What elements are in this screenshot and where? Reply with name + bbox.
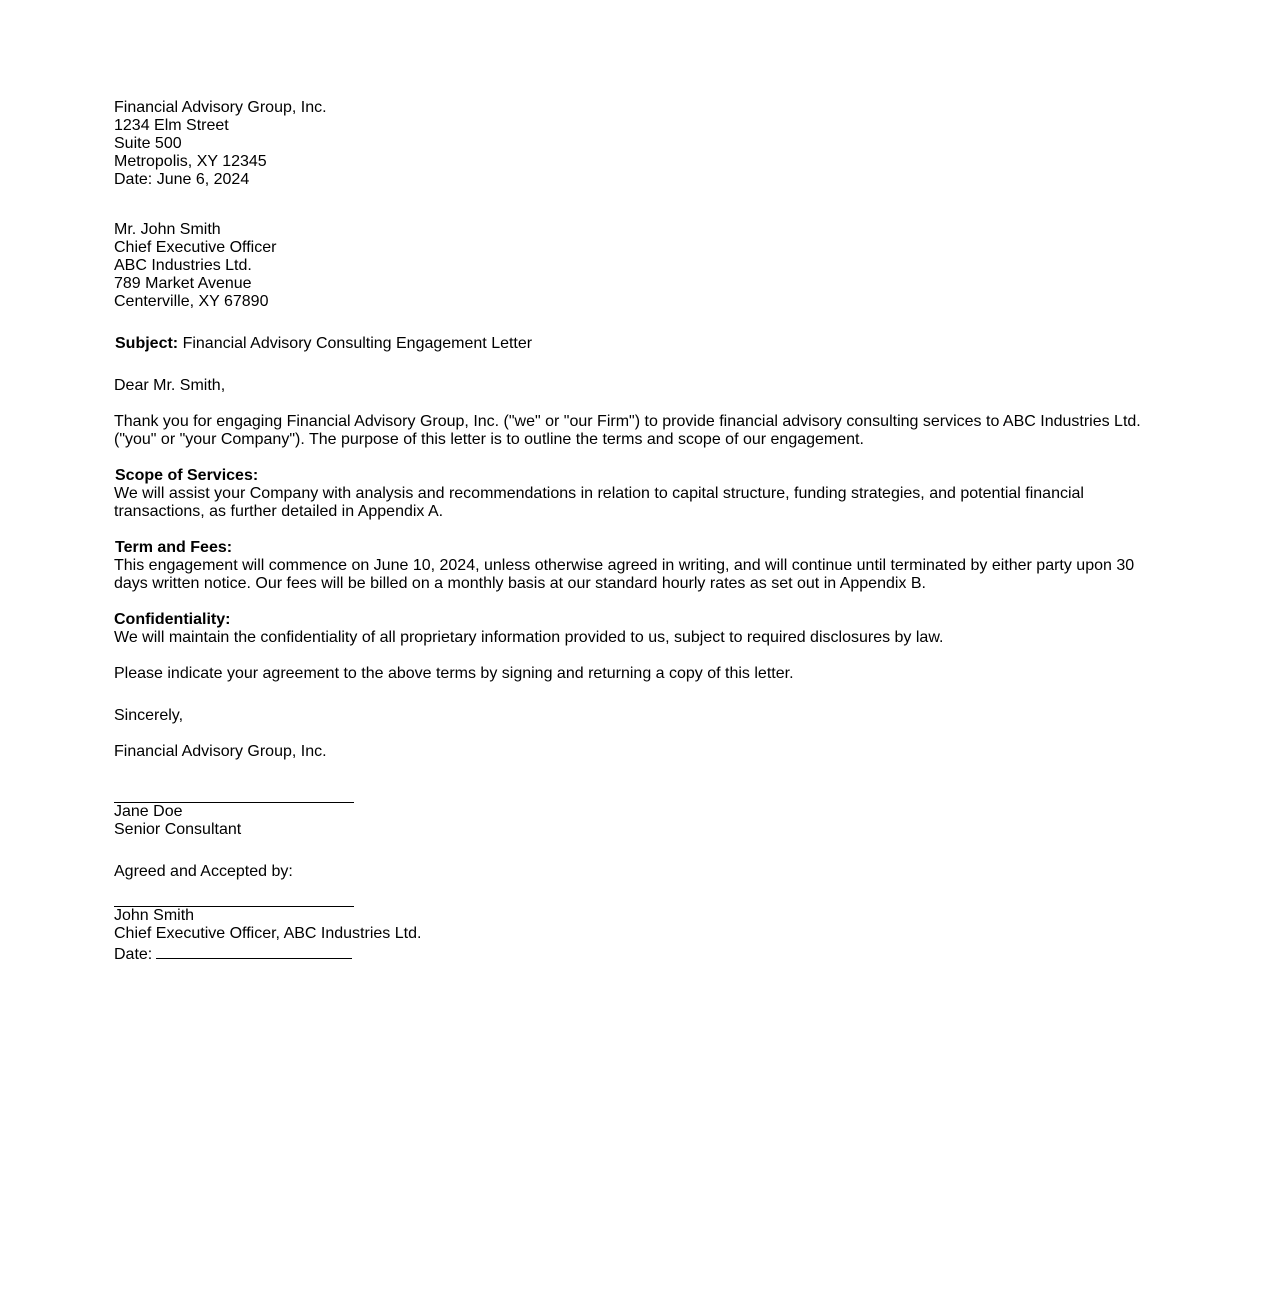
date-label: Date: [114,946,153,963]
intro-text: Thank you for engaging Financial Advisory Group, Inc. ("we" or "our Firm") to provide financial advisory consulting services to ABC Industries Ltd. ("you" or "your Company"). The purpose of this letter is to outline the terms and scope of our engagement. [114,413,1141,448]
recipient-street: 789 Market Avenue [114,275,252,292]
letter-date: Date: June 6, 2024 [114,171,250,188]
signer-company-text: Financial Advisory Group, Inc. [114,743,327,760]
subject-text: Financial Advisory Consulting Engagement Letter [178,335,533,352]
recipient-company: ABC Industries Ltd. [114,257,252,274]
section-heading-confidentiality: Confidentiality: [114,611,231,628]
subject-line [114,335,1154,353]
letter-page [114,99,1154,964]
section-body-confidentiality: We will maintain the confidentiality of all proprietary information provided to us, subject to required disclosures by law. [114,629,944,646]
section-heading-term-fees: Term and Fees: [115,539,233,556]
signature-line-acceptor [114,889,354,907]
salutation [114,377,1154,395]
section-term-fees [114,539,1154,593]
recipient-city: Centerville, XY 67890 [114,293,269,310]
salutation-text: Dear Mr. Smith, [114,377,226,394]
section-body-scope: We will assist your Company with analysis and recommendations in relation to capital structure, funding strategies, and potential financial transactions, as further detailed in Appendix A. [114,485,1084,520]
section-heading-scope: Scope of Services: [115,467,259,484]
recipient-title: Chief Executive Officer [114,239,277,256]
sender-street: 1234 Elm Street [114,117,229,134]
acceptor-name: John Smith [114,907,195,924]
sender-company: Financial Advisory Group, Inc. [114,99,327,116]
subject-label: Subject: [115,335,179,352]
closing-request [114,665,1154,683]
intro-paragraph [114,413,1154,449]
closing [114,707,1154,725]
closing-text: Sincerely, [114,707,184,724]
date-signature-line [156,943,352,959]
acceptance-label-text: Agreed and Accepted by: [114,863,293,880]
sender-address-block [114,99,1154,189]
signer-company [114,743,1154,761]
acceptance-label [114,863,1154,881]
section-body-term-fees: This engagement will commence on June 10, 2024, unless otherwise agreed in writing, and will continue until terminated by either party upon 30 days written notice. Our fees will be billed on a monthly basis at our standard hourly rates as set out in Appendix B. [114,557,1135,592]
acceptor-title: Chief Executive Officer, ABC Industries Ltd. [114,925,422,942]
closing-request-text: Please indicate your agreement to the above terms by signing and returning a copy of this letter. [114,665,794,682]
signature-line-signer [114,785,354,803]
recipient-address-block [114,221,1154,311]
acceptance-signature-block [114,889,1154,964]
section-confidentiality [114,611,1154,647]
recipient-name: Mr. John Smith [114,221,221,238]
sender-suite: Suite 500 [114,135,182,152]
section-scope [114,467,1154,521]
sender-city: Metropolis, XY 12345 [114,153,267,170]
signer-signature-block [114,785,1154,839]
signer-name: Jane Doe [114,803,183,820]
signer-title: Senior Consultant [114,821,242,838]
